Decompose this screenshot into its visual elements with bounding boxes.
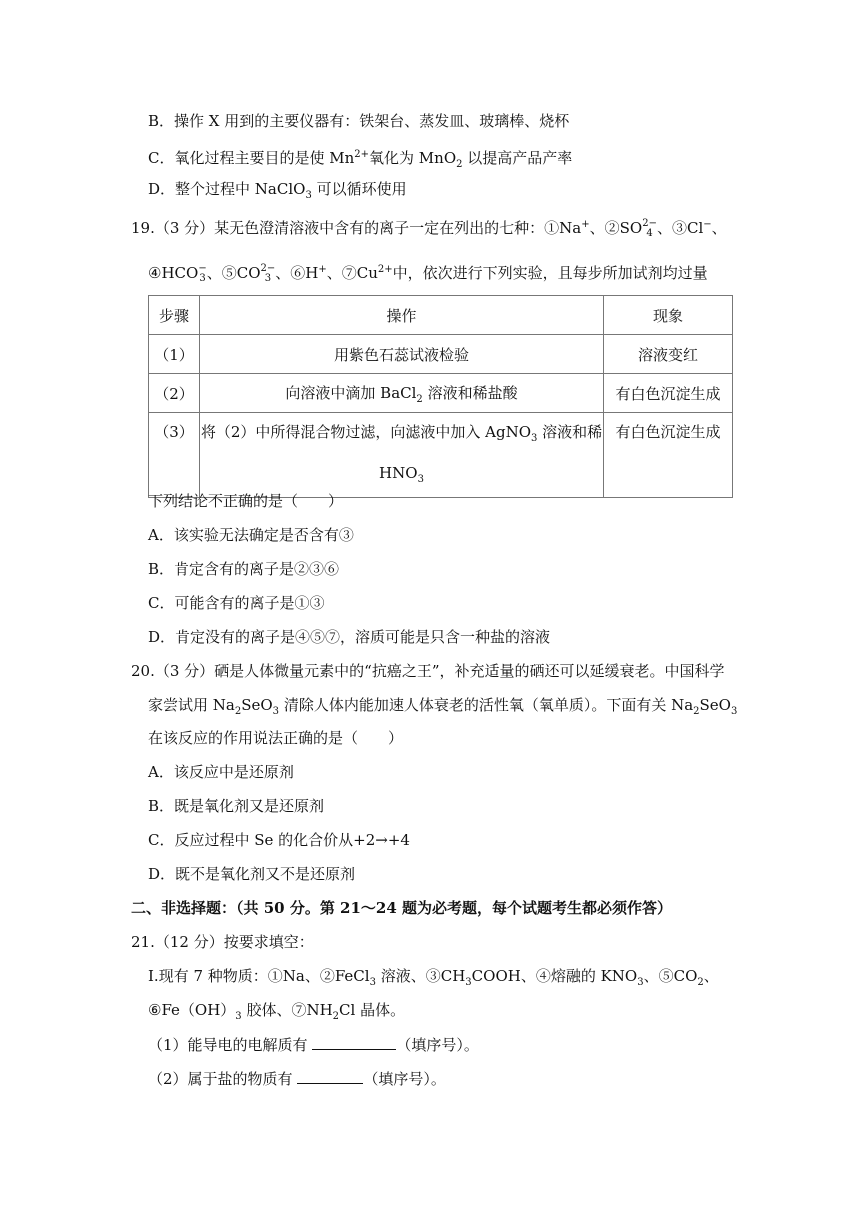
q21-subq-2: （2）属于盐的物质有 （填序号）。: [148, 1070, 446, 1088]
operation-cell: 用紫色石蕊试液检验: [200, 335, 604, 374]
q20-option-a: A．该反应中是还原剂: [148, 763, 294, 781]
q18-option-b: B．操作 X 用到的主要仪器有：铁架台、蒸发皿、玻璃棒、烧杯: [148, 112, 570, 130]
sulfate-ion: SO 2− 4: [619, 218, 657, 239]
q19-option-b: B．肯定含有的离子是②③⑥: [148, 560, 340, 578]
q20-stem-line3: 在该反应的作用说法正确的是（ ）: [148, 729, 404, 747]
q21-subq-1: （1）能导电的电解质有 （填序号）。: [148, 1036, 479, 1054]
q19-option-d: D．肯定没有的离子是④⑤⑦，溶质可能是只含一种盐的溶液: [148, 628, 551, 646]
q20-option-b: B．既是氧化剂又是还原剂: [148, 797, 325, 815]
operation-cell: 向溶液中滴加 BaCl$_2$ 溶液和稀盐酸: [200, 374, 604, 413]
q19-option-a: A．该实验无法确定是否含有③: [148, 526, 354, 544]
q21-part-i-line1: Ⅰ.现有 7 种物质：①Na、②FeCl$_3$ 溶液、$③CH_3COOH$、④熔融的 $KNO_3$、$⑤CO_2$、: [148, 967, 719, 988]
experiment-table: [148, 295, 733, 498]
phenomenon-cell: 有白色沉淀生成: [604, 413, 733, 498]
header-phenomenon: 现象: [604, 296, 733, 335]
step-cell: （2）: [149, 374, 200, 413]
table-header-row: [149, 296, 733, 335]
q20-option-c: C．反应过程中 Se 的化合价从+2→+4: [148, 831, 410, 849]
answer-blank-1[interactable]: [312, 1034, 396, 1050]
q19-prompt: 下列结论不正确的是（ ）: [148, 492, 344, 510]
q20-option-d: D．既不是氧化剂又不是还原剂: [148, 865, 356, 883]
q18-option-c: C．氧化过程主要目的是使 $Mn^{2+}$氧化为 MnO$_2$ 以提高产品产率: [148, 149, 573, 170]
q20-stem-line2: 家尝试用 $Na_2SeO_3$ 清除人体内能加速人体衰老的活性氧（氧单质）。下面有关 $Na_2SeO_3$: [148, 696, 738, 717]
answer-blank-2[interactable]: [297, 1068, 363, 1084]
q21-part-i-line2: $⑥Fe(OH)_3$ 胶体、$⑦NH_2Cl$ 晶体。: [148, 1001, 406, 1022]
table-row: [149, 335, 733, 374]
table-row: [149, 374, 733, 413]
header-step: 步骤: [149, 296, 200, 335]
step-cell: （1）: [149, 335, 200, 374]
q19-stem-line2: ④HCO − 3 、⑤CO 2− 3 、⑥H+、$⑦Cu^{2+}$中，依次进行下列实验，且每步所加试剂均过量: [148, 263, 708, 284]
q20-stem-line1: 20.（3 分）硒是人体微量元素中的“抗癌之王”，补充适量的硒还可以延缓衰老。中国科学: [131, 662, 725, 680]
section-heading: 二、非选择题：（共 50 分。第 21～24 题为必考题，每个试题考生都必须作答）: [131, 899, 673, 917]
q19-option-c: C．可能含有的离子是①③: [148, 594, 325, 612]
q18-option-d: D．整个过程中 NaClO$_3$ 可以循环使用: [148, 180, 407, 201]
phenomenon-cell: 溶液变红: [604, 335, 733, 374]
phenomenon-cell: 有白色沉淀生成: [604, 374, 733, 413]
carbonate-ion: CO 2− 3: [236, 263, 276, 284]
q19-stem-line1: 19.（3 分）某无色澄清溶液中含有的离子一定在列出的七种：①Na+、②SO 2− 4 、③Cl−、: [131, 218, 727, 239]
operation-cell: 将（2）中所得混合物过滤，向滤液中加入 AgNO$_3$ 溶液和稀 $HNO_3$: [200, 413, 604, 498]
header-operation: 操作: [200, 296, 604, 335]
bicarbonate-ion: HCO − 3: [161, 263, 207, 284]
table-row: [149, 413, 733, 498]
q21-stem: 21.（12 分）按要求填空：: [131, 933, 314, 951]
step-cell: （3）: [149, 413, 200, 498]
